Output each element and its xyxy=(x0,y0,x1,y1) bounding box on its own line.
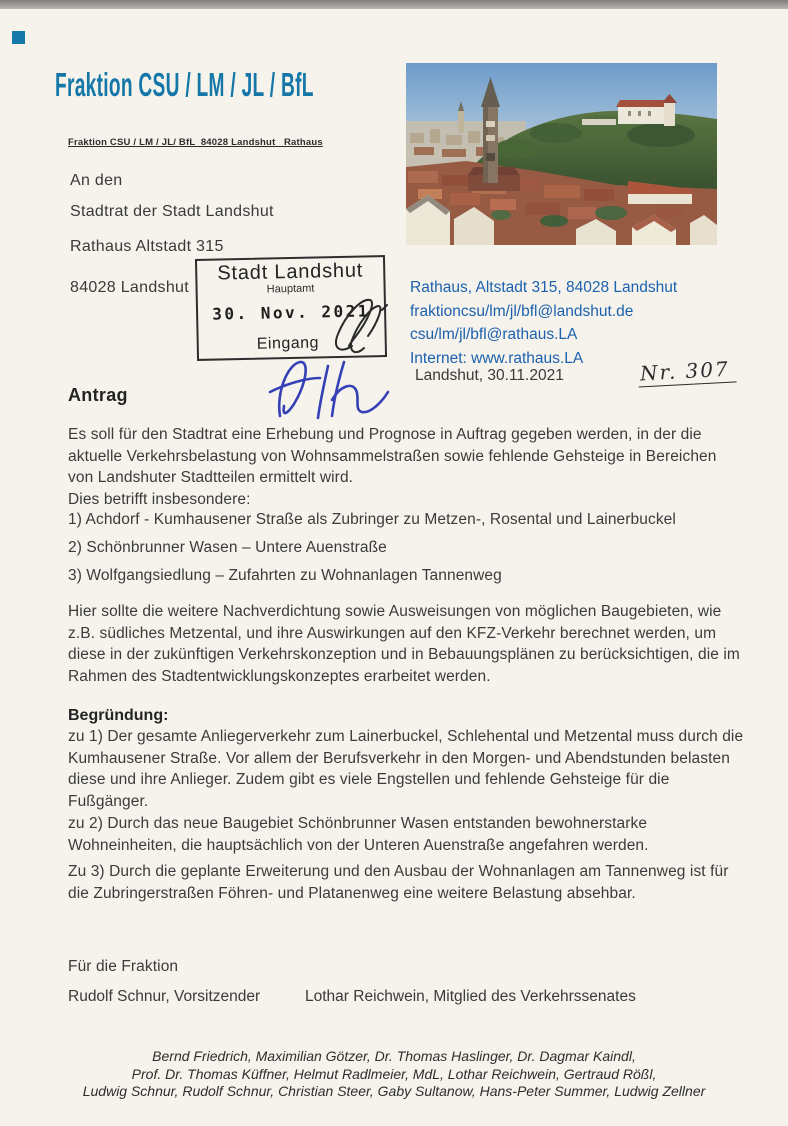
begruendung-heading: Begründung: xyxy=(68,707,169,724)
justification-zu-2: zu 2) Durch das neue Baugebiet Schönbrunner Wasen entstanden bewohnerstarke Wohneinheiten, die hauptsächlich von der Unteren Auenstraße angefahren werden. xyxy=(68,815,649,854)
recipient-street: Rathaus Altstadt 315 xyxy=(70,238,224,255)
concern-item-1: 1) Achdorf - Kumhausener Straße als Zubringer zu Metzen-, Rosental und Lainerbuckel xyxy=(68,511,676,528)
concerns-intro: Dies betrifft insbesondere: xyxy=(68,491,251,508)
fraction-title: Fraktion CSU / LM / JL / BfL xyxy=(55,66,314,103)
letter-dateline: Landshut, 30.11.2021 xyxy=(415,367,564,384)
footer-members-line-3: Ludwig Schnur, Rudolf Schnur, Christian Steer, Gaby Sultanow, Hans-Peter Summer, Ludwig Zellner xyxy=(82,1083,706,1099)
contact-email-landshut: fraktioncsu/lm/jl/bfl@landshut.de xyxy=(410,302,634,320)
stamp-date: 30. Nov. 2021 xyxy=(212,301,371,324)
stamp-eingang-label: Eingang xyxy=(256,334,320,353)
scan-edge-top xyxy=(0,0,788,9)
footer-members xyxy=(0,1048,788,1101)
teal-corner-mark xyxy=(12,31,25,44)
concern-item-2: 2) Schönbrunner Wasen – Untere Auenstraße xyxy=(68,539,387,556)
recipient-an-den: An den xyxy=(70,172,123,189)
fraction-signature xyxy=(264,356,392,424)
footer-members-line-2: Prof. Dr. Thomas Küffner, Helmut Radlmeier, MdL, Lothar Reichwein, Gertraud Rößl, xyxy=(131,1065,657,1082)
signer-member: Lothar Reichwein, Mitglied des Verkehrssenates xyxy=(305,988,636,1005)
signer-chairman: Rudolf Schnur, Vorsitzender xyxy=(68,988,261,1005)
recipient-name: Stadtrat der Stadt Landshut xyxy=(70,203,274,220)
reference-number: Nr. 307 xyxy=(637,356,736,387)
contact-website: Internet: www.rathaus.LA xyxy=(410,349,584,367)
contact-address: Rathaus, Altstadt 315, 84028 Landshut xyxy=(410,279,678,296)
stamp-department: Hauptamt xyxy=(266,282,315,296)
closing-line: Für die Fraktion xyxy=(68,958,179,975)
landshut-city-photo xyxy=(406,63,717,245)
clerk-initials-signature xyxy=(314,292,390,362)
antrag-paragraph-1: Es soll für den Stadtrat eine Erhebung und Prognose in Auftrag gegeben werden, in der die aktuelle Verkehrsbelastung von Wohnsammelstraßen sowie fehlende Gehsteige in Bereichen von Landshuter Stadtteilen ermittelt wird. xyxy=(68,426,717,486)
recipient-city: 84028 Landshut xyxy=(70,279,189,296)
justification-zu-3: Zu 3) Durch die geplante Erweiterung und den Ausbau der Wohnanlagen am Tannenweg ist für die Zubringerstraßen Föhren- und Platanenweg eine weitere Belastung absehbar. xyxy=(68,863,729,902)
concern-item-3: 3) Wolfgangsiedlung – Zufahrten zu Wohnanlagen Tannenweg xyxy=(68,567,502,584)
landshut-photo-illustration xyxy=(406,63,717,245)
sender-return-address: Fraktion CSU / LM / JL/ BfL 84028 Landshut Rathaus xyxy=(68,137,323,148)
justification-zu-1: zu 1) Der gesamte Anliegerverkehr zum Lainerbuckel, Schlehental und Metzental muss durch die Kumhausener Straße. Vor allem der Berufsverkehr in den Morgen- und Abendstunden belasten diese und ihre Anlieger. Zudem gibt es viele Engstellen und fehlende Gehsteige für die Fußgänger. xyxy=(68,728,744,810)
contact-block xyxy=(410,276,677,370)
antrag-heading: Antrag xyxy=(68,385,128,405)
footer-members-line-1: Bernd Friedrich, Maximilian Götzer, Dr. Thomas Haslinger, Dr. Dagmar Kaindl, xyxy=(152,1048,636,1064)
stamp-office-name: Stadt Landshut xyxy=(217,259,364,285)
antrag-paragraph-2: Hier sollte die weitere Nachverdichtung sowie Ausweisungen von möglichen Baugebieten, wie z.B. südliches Metzental, und ihre Auswirkungen auf den KFZ-Verkehr berechnet werden, um diese in der zukünftigen Verkehrskonzeption und in Bebauungsplänen zu berücksichtigen, die im Rahmen des Stadtentwicklungskonzeptes erarbeitet werden. xyxy=(68,603,740,685)
contact-email-rathaus: csu/lm/jl/bfl@rathaus.LA xyxy=(410,326,578,343)
